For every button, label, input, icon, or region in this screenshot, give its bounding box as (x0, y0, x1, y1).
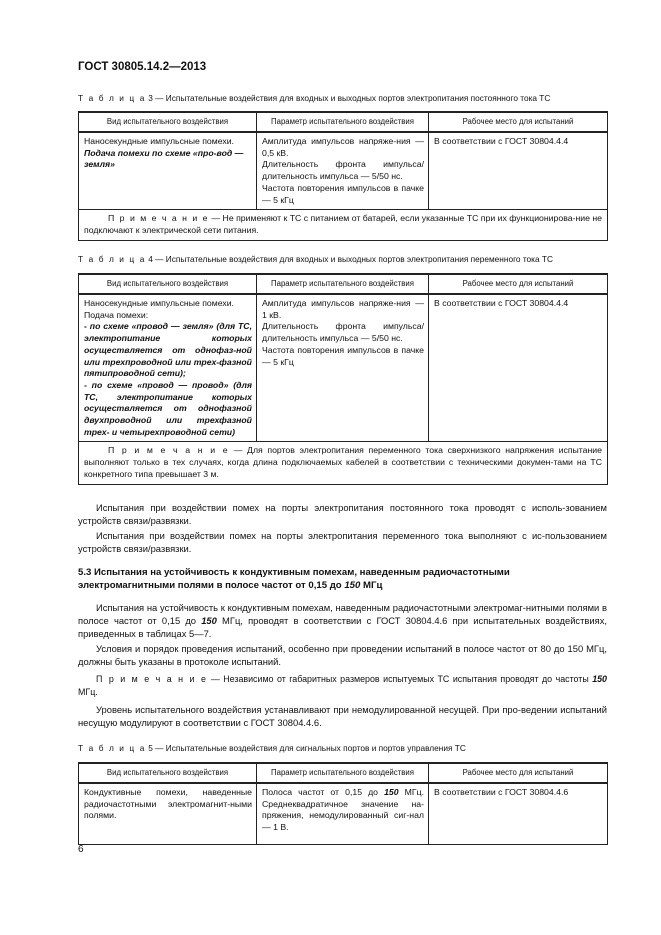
paragraph-text: Уровень испытательного воздействия устанавливают при немодулированной несущей. При про-ведении испытаний несущую модулируют в соответствии с ГОСТ 30804.4.6. (78, 704, 607, 728)
table-3-caption (78, 93, 550, 103)
table-row (79, 783, 608, 845)
paragraph (78, 502, 607, 528)
column-header: Рабочее место для испытаний (429, 274, 608, 294)
note-label: П р и м е ч а н и е (108, 445, 230, 456)
table-cell (257, 132, 429, 210)
paragraph (78, 643, 607, 669)
paragraph-text: Условия и порядок проведения испытаний, особенно при проведении испытаний в полосе частот от 80 до 150 МГц, должны быть указаны в протоколе испытаний. (78, 643, 607, 667)
table-cell: В соответствии с ГОСТ 30804.4.4 (429, 132, 608, 210)
table-cell (257, 783, 429, 845)
table-label: Т а б л и ц а (78, 743, 146, 753)
cell-line: Частота повторения импульсов в пачке — 5 кГц (262, 344, 424, 367)
cell-line: Длительность фронта импульса/ длительность импульса — 5/50 нс. (262, 159, 424, 182)
column-header: Рабочее место для испытаний (429, 112, 608, 132)
section-title: 5.3 Испытания на устойчивость к кондуктивным помехам, наведенным радиочастотными электромагнитными полями в полосе частот от 0,15 до (78, 567, 510, 591)
note-text: — Для портов электропитания переменного тока сверхнизкого напряжения испытание выполняют только в тех случаях, когда длина подключаемых кабелей в соответствии с техническими докумен-тами на ТС конкретного типа превышает 3 м. (84, 445, 602, 479)
column-header: Параметр испытательного воздействия (257, 274, 429, 294)
note-emph: 150 (592, 674, 607, 684)
note-text: — Не применяют к ТС с питанием от батарей, если указанные ТС при их функционирова-ние не подключают к электрической сети питания. (84, 213, 602, 235)
table-cell: В соответствии с ГОСТ 30804.4.6 (429, 783, 608, 845)
table-title: — Испытательные воздействия для входных и выходных портов электропитания постоянного тока ТС (152, 93, 551, 103)
page-number: 6 (78, 844, 84, 855)
cell-line: Длительность фронта импульса/ длительность импульса — 5/50 нс. (262, 321, 424, 344)
column-header: Рабочее место для испытаний (429, 763, 608, 783)
section-title-unit: МГц (360, 580, 383, 591)
note-text: — Независимо от габаритных размеров испытуемых ТС испытания проводят до частоты (207, 674, 593, 684)
table-4 (78, 273, 608, 485)
table-number: 3 (148, 93, 153, 103)
cell-line: Частота повторения импульсов в пачке — 5 кГц (262, 182, 424, 205)
note-label: П р и м е ч а н и е (108, 213, 209, 224)
cell-text: Подача помехи: (84, 309, 149, 320)
column-header: Параметр испытательного воздействия (257, 763, 429, 783)
cell-emphasis-text: Подача помехи по схеме «про-вод — земля» (84, 147, 244, 170)
cell-emphasis-text: - по схеме «провод — земля» (для ТС, электропитание которых осуществляется от однофаз-ной или трехпроводной или трех-фазной пятипроводной сети); (84, 321, 252, 379)
cell-text: Наносекундные импульсные помехи. (84, 136, 234, 146)
table-5-caption (78, 743, 466, 753)
cell-text: Наносекундные импульсные помехи. (84, 298, 234, 308)
cell-emphasis-text: - по схеме «провод — провод» (для ТС, электропитание которых осуществляется от однофазной двухпроводной или трехфазной трех- и четырехпроводной сети) (84, 379, 252, 437)
table-header-row (79, 763, 608, 783)
column-header: Вид испытательного воздействия (79, 112, 257, 132)
table-cell (257, 294, 429, 442)
note-text: МГц. (78, 686, 98, 697)
table-3 (78, 111, 608, 241)
paragraph-text: Испытания на устойчивость к кондуктивным помехам, наведенным радиочастотными электромаг-нитными полями в полосе частот от 0,15 до (78, 602, 607, 626)
table-number: 5 (148, 743, 153, 753)
cell-text: Полоса частот от 0,15 до (262, 787, 385, 797)
cell-text: МГц. (398, 787, 424, 797)
cell-line: Амплитуда импульсов напряже-ния — 1 кВ. (262, 298, 424, 320)
table-title: — Испытательные воздействия для сигнальных портов и портов управления ТС (152, 743, 466, 753)
document-code-header: ГОСТ 30805.14.2—2013 (78, 61, 207, 73)
column-header: Параметр испытательного воздействия (257, 112, 429, 132)
table-cell (79, 294, 257, 442)
table-row (79, 132, 608, 210)
table-title: — Испытательные воздействия для входных и выходных портов электропитания переменного тока ТС (152, 254, 553, 264)
table-cell (79, 132, 257, 210)
table-cell: В соответствии с ГОСТ 30804.4.4 (429, 294, 608, 442)
table-cell: Кондуктивные помехи, наведенные радиочастотными электромагнит-ными полями. (79, 783, 257, 845)
cell-line: Амплитуда импульсов напряже-ния — 0,5 кВ. (262, 136, 424, 158)
table-note-row (79, 210, 608, 240)
paragraph-text: Испытания при воздействии помех на порты электропитания переменного тока выполняют с ис-пользованием устройств связи/развязки. (78, 530, 607, 554)
section-heading (78, 566, 607, 592)
table-label: Т а б л и ц а (78, 254, 146, 264)
table-number: 4 (148, 254, 153, 264)
column-header: Вид испытательного воздействия (79, 763, 257, 783)
table-header-row (79, 274, 608, 294)
table-row (79, 294, 608, 442)
paragraph (78, 602, 607, 640)
paragraph-text: Испытания при воздействии помех на порты электропитания постоянного тока проводят с исполь-зованием устройств связи/развязки. (78, 502, 607, 526)
table-header-row (79, 112, 608, 132)
paragraph (78, 704, 607, 730)
table-note-row (79, 442, 608, 484)
column-header: Вид испытательного воздействия (79, 274, 257, 294)
table-5 (78, 762, 608, 845)
cell-text: Среднеквадратичное значение на-пряжения, немодулированный сиг-нал — 1 В. (262, 798, 424, 833)
note-paragraph (78, 673, 607, 699)
table-note (79, 442, 608, 484)
paragraph-text: МГц, проводят в соответствии с ГОСТ 30804.4.6 при испытательных воздействиях, приведенных в таблицах 5—7. (78, 614, 607, 639)
table-4-caption (78, 254, 553, 264)
cell-emph: 150 (384, 787, 399, 797)
paragraph (78, 530, 607, 556)
note-label: П р и м е ч а н и е (96, 674, 208, 684)
section-title-emph: 150 (344, 580, 361, 591)
paragraph-emph: 150 (201, 614, 217, 626)
table-label: Т а б л и ц а (78, 93, 146, 103)
table-note (79, 210, 608, 240)
